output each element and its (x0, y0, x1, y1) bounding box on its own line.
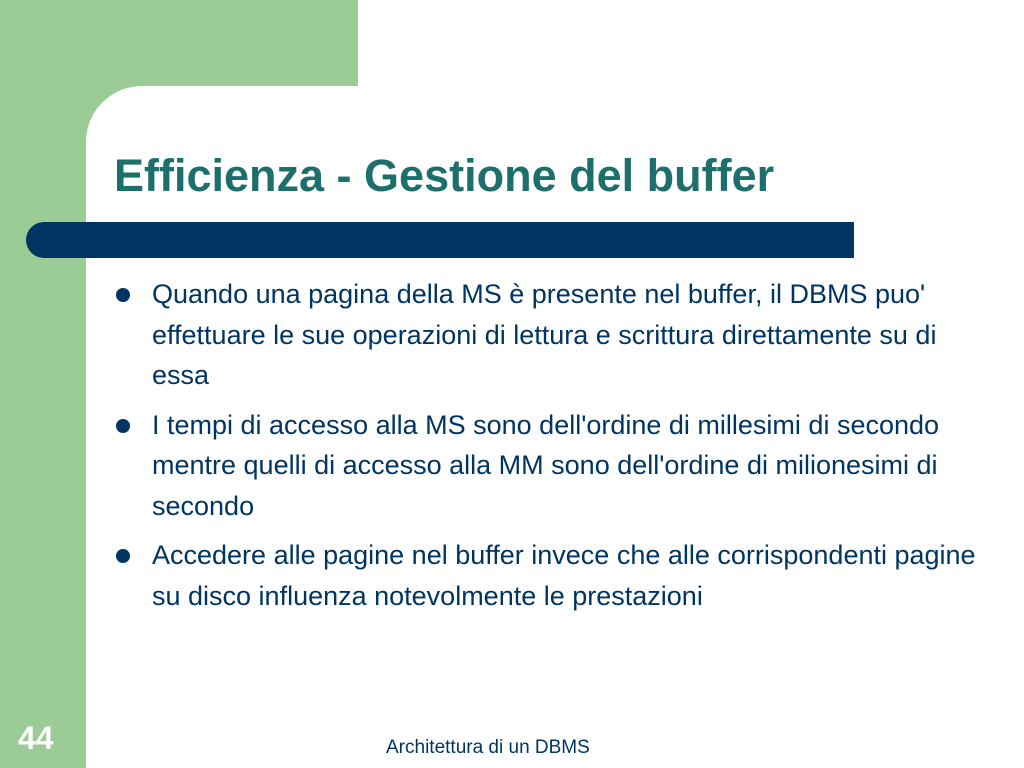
bullet-list (112, 274, 992, 625)
bullet-text: Quando una pagina della MS è presente nel buffer, il DBMS puo' effettuare le sue operazioni di lettura e scrittura direttamente su di essa (152, 279, 937, 390)
bullet-item (112, 405, 992, 527)
bullet-dot-icon (116, 288, 130, 302)
slide-title: Efficienza - Gestione del buffer (114, 150, 775, 201)
bullet-dot-icon (116, 419, 130, 433)
bullet-text: Accedere alle pagine nel buffer invece che alle corrispondenti pagine su disco influenza notevolmente le prestazioni (152, 540, 976, 611)
footer-text: Architettura di un DBMS (386, 737, 590, 758)
top-green-band (0, 0, 358, 86)
left-green-band (0, 0, 86, 768)
title-underline-bar (26, 222, 854, 258)
slide-number: 44 (18, 720, 54, 756)
bullet-item (112, 274, 992, 396)
bullet-item (112, 535, 992, 616)
bullet-text: I tempi di accesso alla MS sono dell'ordine di millesimi di secondo mentre quelli di accesso alla MM sono dell'ordine di milionesimi di secondo (152, 409, 940, 521)
bullet-dot-icon (116, 549, 130, 563)
